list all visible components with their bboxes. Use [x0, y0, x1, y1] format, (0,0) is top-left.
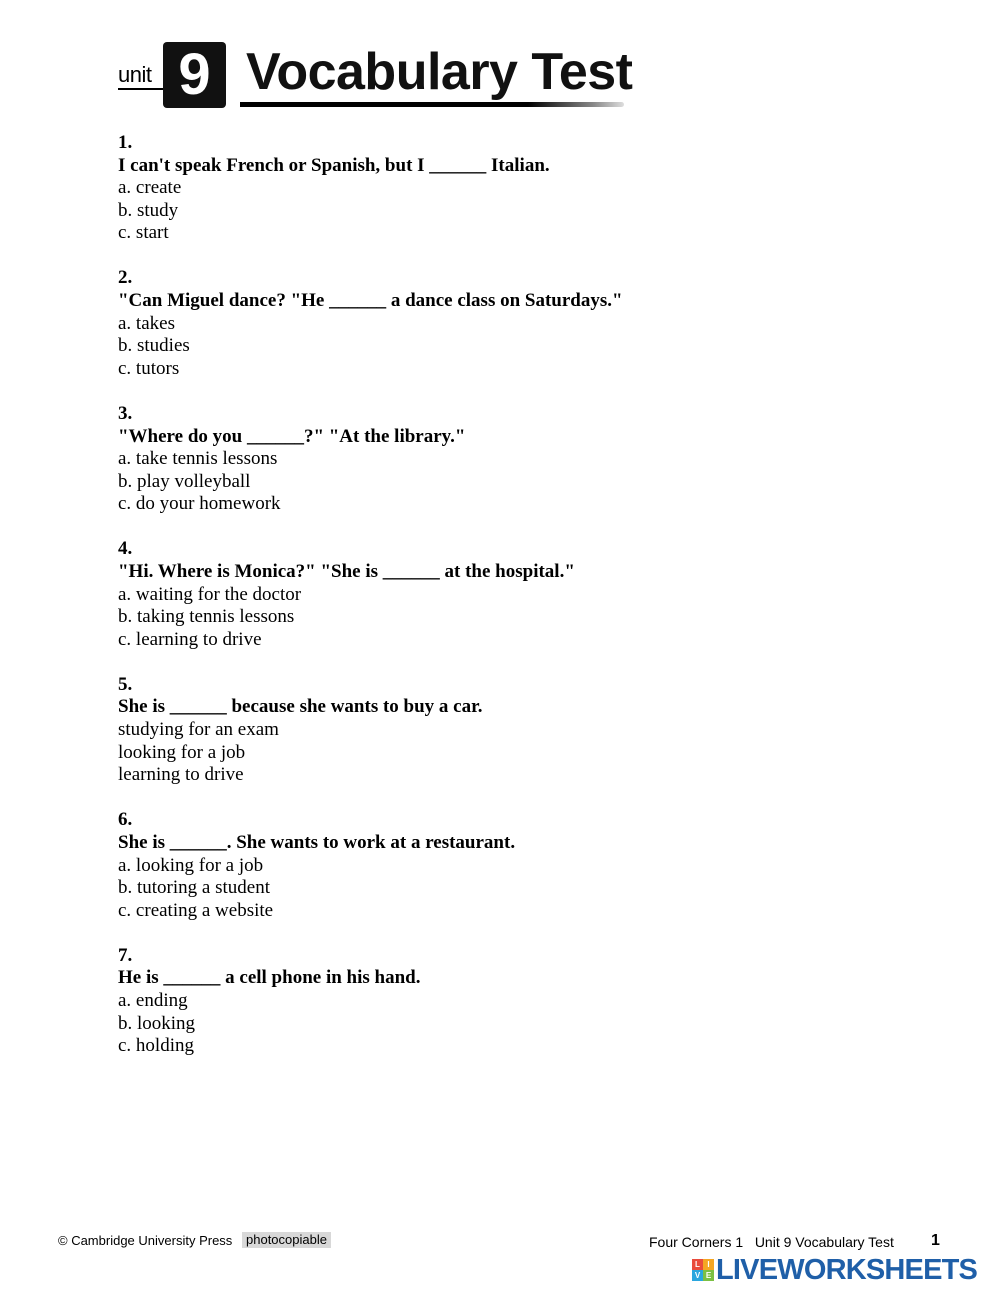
question-number: 7.	[118, 944, 133, 966]
answer-option[interactable]: c. creating a website	[118, 899, 274, 921]
question-3	[118, 403, 878, 516]
answer-option[interactable]: a. take tennis lessons	[118, 448, 278, 470]
answer-option[interactable]: a. ending	[118, 990, 188, 1011]
answer-option[interactable]: c. start	[118, 222, 169, 244]
copyright-text: © Cambridge University Press	[58, 1233, 233, 1248]
answer-option[interactable]: b. tutoring a student	[118, 877, 270, 899]
unit-number-badge: 9	[163, 42, 226, 108]
question-number: 2.	[118, 267, 133, 289]
question-text: I can't speak French or Spanish, but I ______ Italian.	[118, 154, 550, 176]
logo-tile: E	[703, 1270, 714, 1281]
question-number: 1.	[118, 132, 133, 153]
title-underline	[240, 102, 624, 107]
liveworksheets-logo-icon	[692, 1259, 714, 1281]
question-text: She is ______. She wants to work at a restaurant.	[118, 831, 516, 853]
page-title: Vocabulary Test	[246, 43, 633, 101]
answer-option[interactable]: a. takes	[118, 312, 175, 334]
answer-option[interactable]: looking for a job	[118, 741, 246, 763]
unit-label: unit	[118, 62, 152, 87]
photocopiable-label: photocopiable	[242, 1232, 331, 1248]
logo-tile: L	[692, 1259, 703, 1270]
page-number: 1	[931, 1232, 940, 1249]
answer-option[interactable]: b. taking tennis lessons	[118, 606, 295, 628]
question-1	[118, 132, 878, 245]
answer-option[interactable]: b. study	[118, 199, 179, 221]
answer-option[interactable]: c. do your homework	[118, 493, 281, 515]
question-number: 4.	[118, 538, 133, 560]
question-4	[118, 538, 878, 651]
answer-option[interactable]: a. waiting for the doctor	[118, 583, 302, 605]
answer-option[interactable]: studying for an exam	[118, 719, 279, 741]
question-2	[118, 267, 878, 380]
question-7	[118, 945, 878, 1058]
question-5	[118, 674, 878, 787]
logo-tile: I	[703, 1259, 714, 1270]
question-number: 3.	[118, 402, 133, 424]
question-number: 5.	[118, 673, 133, 695]
answer-option[interactable]: learning to drive	[118, 764, 244, 786]
book-info: Four Corners 1 Unit 9 Vocabulary Test	[649, 1234, 894, 1250]
answer-option[interactable]: b. studies	[118, 335, 190, 357]
question-list	[118, 132, 878, 1080]
question-text: She is ______ because she wants to buy a car.	[118, 696, 483, 718]
answer-option[interactable]: c. holding	[118, 1035, 194, 1057]
worksheet-header	[118, 40, 638, 112]
answer-option[interactable]: a. create	[118, 177, 182, 199]
question-text: "Hi. Where is Monica?" "She is ______ at the hospital."	[118, 561, 575, 582]
liveworksheets-brand[interactable]	[692, 1254, 992, 1284]
answer-option[interactable]: a. looking for a job	[118, 854, 264, 876]
question-number: 6.	[118, 809, 133, 831]
answer-option[interactable]: c. learning to drive	[118, 628, 262, 650]
question-text: "Can Miguel dance? "He ______ a dance class on Saturdays."	[118, 290, 623, 312]
question-6	[118, 809, 878, 922]
answer-option[interactable]: b. play volleyball	[118, 470, 251, 492]
question-text: He is ______ a cell phone in his hand.	[118, 967, 421, 989]
answer-option[interactable]: c. tutors	[118, 357, 180, 379]
unit-underline	[118, 88, 166, 90]
page-footer	[0, 1230, 1000, 1254]
brand-name: LIVEWORKSHEETS	[716, 1254, 978, 1286]
question-text: "Where do you ______?" "At the library."	[118, 425, 466, 447]
logo-tile: V	[692, 1270, 703, 1281]
answer-option[interactable]: b. looking	[118, 1012, 196, 1034]
